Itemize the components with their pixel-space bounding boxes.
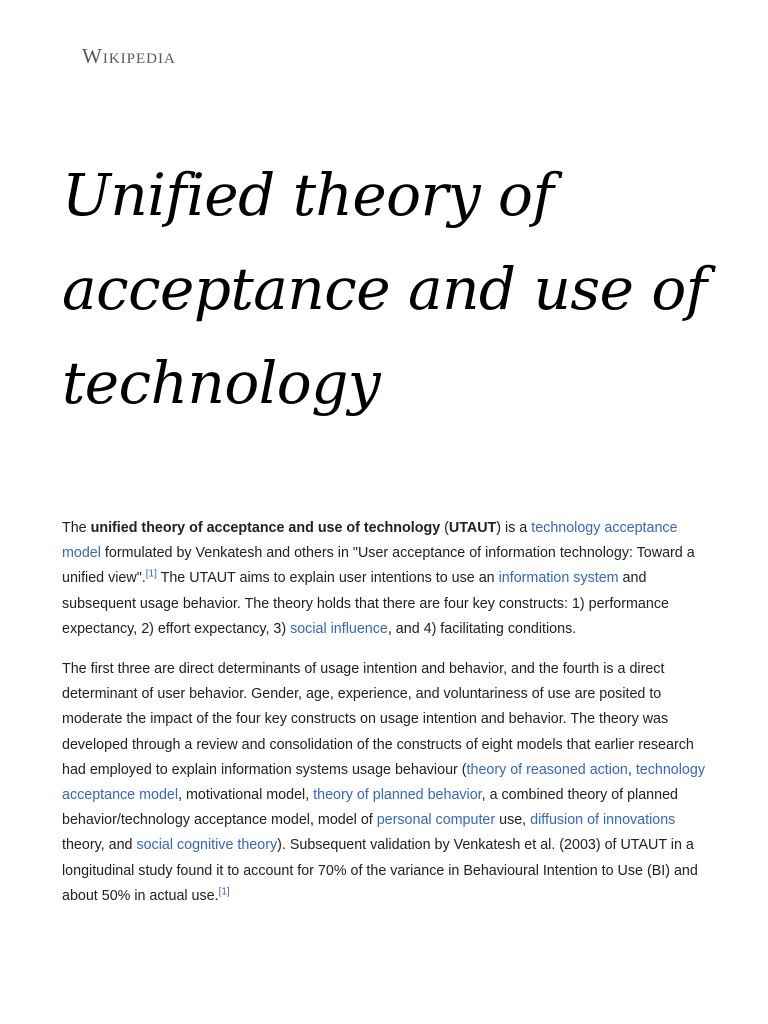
text: , motivational model,	[178, 787, 314, 804]
article-body	[62, 516, 717, 924]
link-personal-computer[interactable]: personal computer	[376, 812, 496, 829]
wikipedia-wordmark[interactable]	[82, 42, 176, 70]
text: ). Subsequent validation by Venkatesh et al. (2003) of UTAUT in a longitudinal study found it to account for 70% of the variance in Behavioural Intention to Use (BI) and about 50% in actual use.	[62, 837, 698, 904]
text: use,	[495, 812, 531, 829]
link-theory-of-planned-behavior[interactable]: theory of planned behavior	[313, 787, 482, 804]
reference-link-1[interactable]: [1]	[145, 568, 157, 580]
text: The	[62, 520, 91, 536]
link-technology-acceptance-model[interactable]: technology acceptance model	[62, 520, 678, 562]
text: and subsequent usage behavior. The theory holds that there are four key constructs: 1) performance expectancy, 2) effort expectancy, 3)	[62, 570, 669, 637]
text: ) is a	[496, 520, 532, 536]
text: (	[440, 520, 449, 536]
link-information-system[interactable]: information system	[498, 570, 619, 587]
link-technology-acceptance-model[interactable]: technology acceptance model	[62, 761, 705, 804]
text: , a combined theory of planned behavior/technology acceptance model, model of	[62, 787, 678, 829]
link-social-cognitive-theory[interactable]: social cognitive theory	[136, 837, 278, 854]
text: theory, and	[62, 837, 137, 854]
paragraph-determinants	[62, 657, 717, 909]
reference-link-1[interactable]: [1]	[218, 886, 230, 898]
link-theory-of-reasoned-action[interactable]: theory of reasoned action	[466, 761, 628, 778]
bold-abbreviation: UTAUT	[448, 520, 497, 536]
paragraph-intro	[62, 516, 717, 642]
text: The first three are direct determinants of usage intention and behavior, and the fourth is a direct determinant of user behavior. Gender, age, experience, and voluntariness of use are posited to moderate the impact of the four key constructs on usage intention and behavior. The theory was developed through a review and consolidation of the constructs of eight models that earlier research had employed to explain information systems usage behaviour (	[62, 661, 694, 778]
link-diffusion-of-innovations[interactable]: diffusion of innovations	[530, 812, 676, 829]
link-social-influence[interactable]: social influence	[290, 620, 388, 637]
wordmark-text: Wikipedia	[82, 44, 176, 68]
page-title: Unified theory of acceptance and use of technology	[62, 161, 707, 417]
reference-marker[interactable]	[219, 886, 230, 897]
text: formulated by Venkatesh and others in "User acceptance of information technology: Toward a unified view".	[62, 545, 695, 587]
reference-marker[interactable]	[146, 569, 157, 580]
bold-term: unified theory of acceptance and use of technology	[90, 520, 441, 536]
text: ,	[627, 761, 636, 778]
text: , and 4) facilitating conditions.	[387, 620, 577, 637]
text: The UTAUT aims to explain user intentions to use an	[156, 570, 499, 587]
